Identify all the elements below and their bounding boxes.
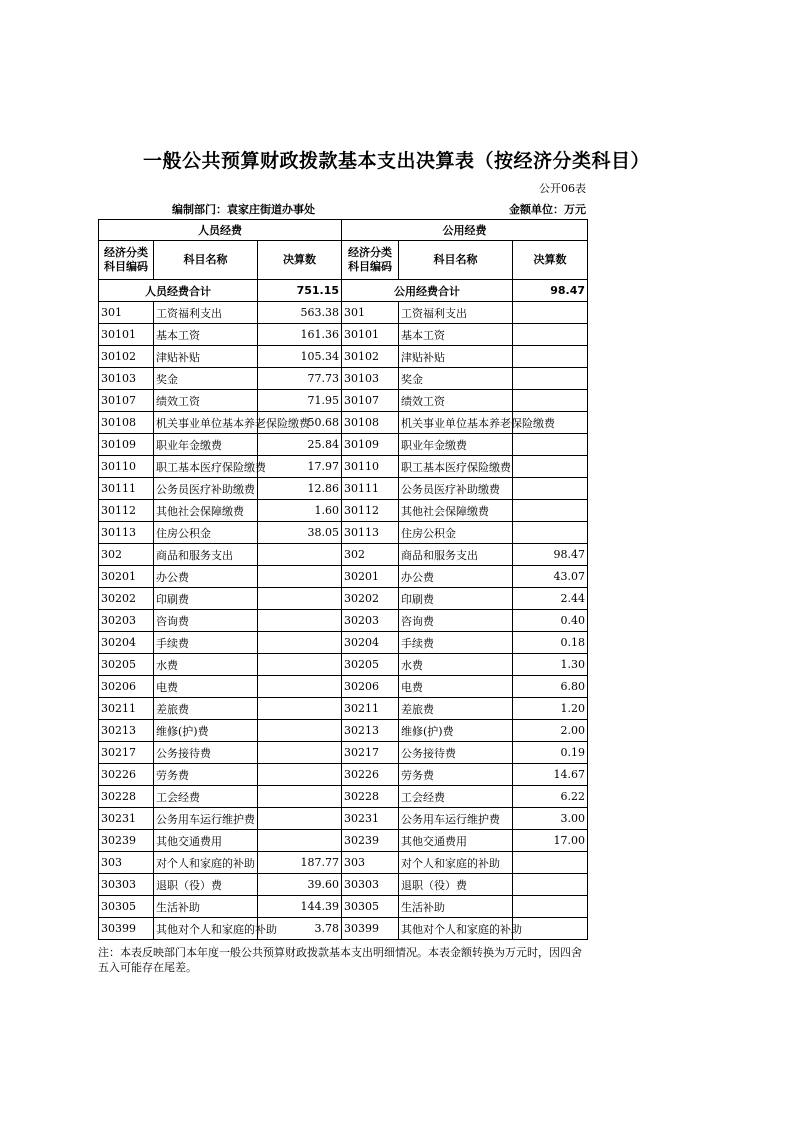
right-amount-cell: [513, 434, 588, 456]
right-amount-cell: 0.18: [513, 632, 588, 654]
left-name-cell: 差旅费: [154, 698, 258, 720]
table-row: [99, 786, 588, 808]
left-name-cell: 职业年金缴费: [154, 434, 258, 456]
left-amount-cell: 161.36: [258, 324, 342, 346]
left-code-cell: 30303: [99, 874, 154, 896]
right-name-cell: 其他社会保障缴费: [399, 500, 513, 522]
right-name-cell: 公务接待费: [399, 742, 513, 764]
name-header-left: 科目名称: [154, 241, 258, 280]
right-name-cell: 机关事业单位基本养老保险缴费: [399, 412, 513, 434]
right-code-cell: 30231: [342, 808, 399, 830]
right-code-cell: 30399: [342, 918, 399, 940]
left-amount-cell: [258, 698, 342, 720]
left-name-cell: 其他社会保障缴费: [154, 500, 258, 522]
left-code-cell: 30103: [99, 368, 154, 390]
right-amount-cell: 98.47: [513, 544, 588, 566]
left-amount-cell: [258, 632, 342, 654]
left-amount-cell: [258, 830, 342, 852]
left-amount-cell: [258, 610, 342, 632]
left-code-cell: 301: [99, 302, 154, 324]
right-name-cell: 津贴补贴: [399, 346, 513, 368]
left-name-cell: 其他对个人和家庭的补助: [154, 918, 258, 940]
left-name-cell: 公务用车运行维护费: [154, 808, 258, 830]
table-row: [99, 544, 588, 566]
right-amount-cell: [513, 522, 588, 544]
left-amount-cell: 563.38: [258, 302, 342, 324]
left-amount-cell: 25.84: [258, 434, 342, 456]
left-name-cell: 奖金: [154, 368, 258, 390]
right-name-cell: 工资福利支出: [399, 302, 513, 324]
left-amount-cell: 1.60: [258, 500, 342, 522]
left-code-cell: 30211: [99, 698, 154, 720]
right-amount-cell: 14.67: [513, 764, 588, 786]
table-row: [99, 852, 588, 874]
left-code-cell: 30204: [99, 632, 154, 654]
right-name-cell: 工会经费: [399, 786, 513, 808]
left-name-cell: 商品和服务支出: [154, 544, 258, 566]
footnote: 注：本表反映部门本年度一般公共预算财政拨款基本支出明细情况。本表金额转换为万元时，因四舍五入可能存在尾差。: [98, 946, 582, 974]
left-amount-cell: 77.73: [258, 368, 342, 390]
right-name-cell: 生活补助: [399, 896, 513, 918]
table-row: [99, 742, 588, 764]
right-amount-cell: 0.40: [513, 610, 588, 632]
left-code-cell: 30202: [99, 588, 154, 610]
right-amount-cell: [513, 852, 588, 874]
right-name-cell: 咨询费: [399, 610, 513, 632]
left-amount-cell: 17.97: [258, 456, 342, 478]
right-code-cell: 30305: [342, 896, 399, 918]
right-name-cell: 基本工资: [399, 324, 513, 346]
left-name-cell: 劳务费: [154, 764, 258, 786]
right-name-cell: 住房公积金: [399, 522, 513, 544]
left-code-cell: 30108: [99, 412, 154, 434]
right-amount-cell: 17.00: [513, 830, 588, 852]
right-code-cell: 30201: [342, 566, 399, 588]
right-amount-cell: [513, 896, 588, 918]
right-code-cell: 30211: [342, 698, 399, 720]
left-amount-cell: 187.77: [258, 852, 342, 874]
table-row: [99, 764, 588, 786]
right-code-cell: 30108: [342, 412, 399, 434]
name-header-right: 科目名称: [399, 241, 513, 280]
right-amount-cell: [513, 390, 588, 412]
table-row: [99, 434, 588, 456]
right-code-cell: 303: [342, 852, 399, 874]
right-amount-cell: 2.44: [513, 588, 588, 610]
right-amount-cell: 43.07: [513, 566, 588, 588]
right-name-cell: 奖金: [399, 368, 513, 390]
left-amount-cell: 71.95: [258, 390, 342, 412]
right-amount-cell: 1.30: [513, 654, 588, 676]
public-header: 公用经费: [342, 220, 588, 241]
left-name-cell: 生活补助: [154, 896, 258, 918]
right-name-cell: 办公费: [399, 566, 513, 588]
table-row: [99, 610, 588, 632]
personnel-total-value: 751.15: [258, 280, 342, 302]
left-amount-cell: 105.34: [258, 346, 342, 368]
left-code-cell: 30109: [99, 434, 154, 456]
left-amount-cell: 50.68: [258, 412, 342, 434]
right-code-cell: 30303: [342, 874, 399, 896]
left-name-cell: 工资福利支出: [154, 302, 258, 324]
right-amount-cell: 2.00: [513, 720, 588, 742]
right-name-cell: 公务员医疗补助缴费: [399, 478, 513, 500]
left-amount-cell: 144.39: [258, 896, 342, 918]
right-name-cell: 其他对个人和家庭的补助: [399, 918, 513, 940]
right-code-cell: 30226: [342, 764, 399, 786]
left-name-cell: 手续费: [154, 632, 258, 654]
table-row: [99, 632, 588, 654]
left-name-cell: 退职（役）费: [154, 874, 258, 896]
left-name-cell: 办公费: [154, 566, 258, 588]
left-name-cell: 工会经费: [154, 786, 258, 808]
table-row: [99, 456, 588, 478]
left-amount-cell: [258, 808, 342, 830]
left-amount-cell: [258, 786, 342, 808]
table-row: [99, 698, 588, 720]
table-row: [99, 566, 588, 588]
left-code-cell: 30205: [99, 654, 154, 676]
left-code-cell: 30102: [99, 346, 154, 368]
left-name-cell: 公务接待费: [154, 742, 258, 764]
left-code-cell: 30201: [99, 566, 154, 588]
right-amount-cell: [513, 456, 588, 478]
table-code: 公开06表: [539, 182, 586, 195]
right-name-cell: 职工基本医疗保险缴费: [399, 456, 513, 478]
table-row: [99, 830, 588, 852]
table-row: [99, 368, 588, 390]
left-name-cell: 其他交通费用: [154, 830, 258, 852]
public-total-value: 98.47: [513, 280, 588, 302]
right-code-cell: 30107: [342, 390, 399, 412]
personnel-total-label: 人员经费合计: [99, 280, 258, 302]
right-name-cell: 劳务费: [399, 764, 513, 786]
left-name-cell: 水费: [154, 654, 258, 676]
right-code-cell: 30213: [342, 720, 399, 742]
left-amount-cell: 38.05: [258, 522, 342, 544]
totals-row: [99, 280, 588, 302]
table-row: [99, 412, 588, 434]
code-header-right: 经济分类科目编码: [342, 241, 399, 280]
table-row: [99, 654, 588, 676]
column-header-row: [99, 241, 588, 280]
left-name-cell: 津贴补贴: [154, 346, 258, 368]
left-amount-cell: [258, 742, 342, 764]
left-code-cell: 30228: [99, 786, 154, 808]
right-amount-cell: [513, 324, 588, 346]
left-code-cell: 30399: [99, 918, 154, 940]
left-name-cell: 对个人和家庭的补助: [154, 852, 258, 874]
left-code-cell: 302: [99, 544, 154, 566]
group-header-row: [99, 220, 588, 241]
left-amount-cell: 12.86: [258, 478, 342, 500]
amount-header-right: 决算数: [513, 241, 588, 280]
left-code-cell: 30110: [99, 456, 154, 478]
right-name-cell: 差旅费: [399, 698, 513, 720]
table-row: [99, 522, 588, 544]
left-name-cell: 基本工资: [154, 324, 258, 346]
table-row: [99, 500, 588, 522]
left-code-cell: 30231: [99, 808, 154, 830]
left-amount-cell: [258, 566, 342, 588]
left-name-cell: 机关事业单位基本养老保险缴费: [154, 412, 258, 434]
right-code-cell: 30112: [342, 500, 399, 522]
right-code-cell: 30228: [342, 786, 399, 808]
right-amount-cell: [513, 346, 588, 368]
right-amount-cell: [513, 368, 588, 390]
right-amount-cell: 6.22: [513, 786, 588, 808]
left-code-cell: 30112: [99, 500, 154, 522]
right-name-cell: 维修(护)费: [399, 720, 513, 742]
personnel-header: 人员经费: [99, 220, 342, 241]
table-row: [99, 346, 588, 368]
right-code-cell: 30110: [342, 456, 399, 478]
right-amount-cell: 1.20: [513, 698, 588, 720]
table-row: [99, 302, 588, 324]
code-header-left: 经济分类科目编码: [99, 241, 154, 280]
left-code-cell: 30239: [99, 830, 154, 852]
left-code-cell: 30217: [99, 742, 154, 764]
right-amount-cell: 3.00: [513, 808, 588, 830]
left-code-cell: 30206: [99, 676, 154, 698]
left-name-cell: 维修(护)费: [154, 720, 258, 742]
right-name-cell: 商品和服务支出: [399, 544, 513, 566]
left-amount-cell: [258, 764, 342, 786]
left-name-cell: 绩效工资: [154, 390, 258, 412]
right-code-cell: 301: [342, 302, 399, 324]
left-name-cell: 咨询费: [154, 610, 258, 632]
right-code-cell: 30217: [342, 742, 399, 764]
right-code-cell: 30113: [342, 522, 399, 544]
left-amount-cell: [258, 654, 342, 676]
right-amount-cell: [513, 918, 588, 940]
left-amount-cell: [258, 588, 342, 610]
right-name-cell: 手续费: [399, 632, 513, 654]
table-row: [99, 390, 588, 412]
right-code-cell: 30206: [342, 676, 399, 698]
left-code-cell: 30101: [99, 324, 154, 346]
table-row: [99, 478, 588, 500]
right-amount-cell: 0.19: [513, 742, 588, 764]
left-name-cell: 职工基本医疗保险缴费: [154, 456, 258, 478]
page-title: 一般公共预算财政拨款基本支出决算表（按经济分类科目）: [142, 150, 650, 172]
table-row: [99, 896, 588, 918]
right-amount-cell: [513, 478, 588, 500]
unit-label: 金额单位：万元: [509, 203, 586, 216]
left-amount-cell: 3.78: [258, 918, 342, 940]
left-name-cell: 电费: [154, 676, 258, 698]
left-code-cell: 30226: [99, 764, 154, 786]
right-name-cell: 其他交通费用: [399, 830, 513, 852]
table-row: [99, 918, 588, 940]
table-row: [99, 874, 588, 896]
amount-header-left: 决算数: [258, 241, 342, 280]
left-name-cell: 公务员医疗补助缴费: [154, 478, 258, 500]
table-row: [99, 588, 588, 610]
right-code-cell: 30111: [342, 478, 399, 500]
table-row: [99, 808, 588, 830]
right-amount-cell: [513, 302, 588, 324]
left-code-cell: 303: [99, 852, 154, 874]
right-name-cell: 职业年金缴费: [399, 434, 513, 456]
right-code-cell: 30204: [342, 632, 399, 654]
table-row: [99, 676, 588, 698]
left-code-cell: 30113: [99, 522, 154, 544]
right-code-cell: 30205: [342, 654, 399, 676]
right-amount-cell: [513, 874, 588, 896]
left-code-cell: 30305: [99, 896, 154, 918]
left-name-cell: 住房公积金: [154, 522, 258, 544]
table-row: [99, 720, 588, 742]
right-code-cell: 30101: [342, 324, 399, 346]
left-amount-cell: [258, 720, 342, 742]
right-name-cell: 水费: [399, 654, 513, 676]
table-row: [99, 324, 588, 346]
right-name-cell: 绩效工资: [399, 390, 513, 412]
right-name-cell: 对个人和家庭的补助: [399, 852, 513, 874]
left-amount-cell: 39.60: [258, 874, 342, 896]
right-code-cell: 30239: [342, 830, 399, 852]
right-code-cell: 30102: [342, 346, 399, 368]
left-code-cell: 30111: [99, 478, 154, 500]
right-amount-cell: 6.80: [513, 676, 588, 698]
right-name-cell: 印刷费: [399, 588, 513, 610]
right-name-cell: 退职（役）费: [399, 874, 513, 896]
left-amount-cell: [258, 544, 342, 566]
right-name-cell: 公务用车运行维护费: [399, 808, 513, 830]
left-amount-cell: [258, 676, 342, 698]
right-code-cell: 30203: [342, 610, 399, 632]
right-name-cell: 电费: [399, 676, 513, 698]
right-code-cell: 30103: [342, 368, 399, 390]
left-name-cell: 印刷费: [154, 588, 258, 610]
department-label: 编制部门：袁家庄街道办事处: [172, 203, 315, 216]
right-code-cell: 30109: [342, 434, 399, 456]
public-total-label: 公用经费合计: [342, 280, 513, 302]
left-code-cell: 30107: [99, 390, 154, 412]
right-code-cell: 302: [342, 544, 399, 566]
right-amount-cell: [513, 500, 588, 522]
left-code-cell: 30203: [99, 610, 154, 632]
right-code-cell: 30202: [342, 588, 399, 610]
expenditure-table: [98, 219, 588, 940]
left-code-cell: 30213: [99, 720, 154, 742]
